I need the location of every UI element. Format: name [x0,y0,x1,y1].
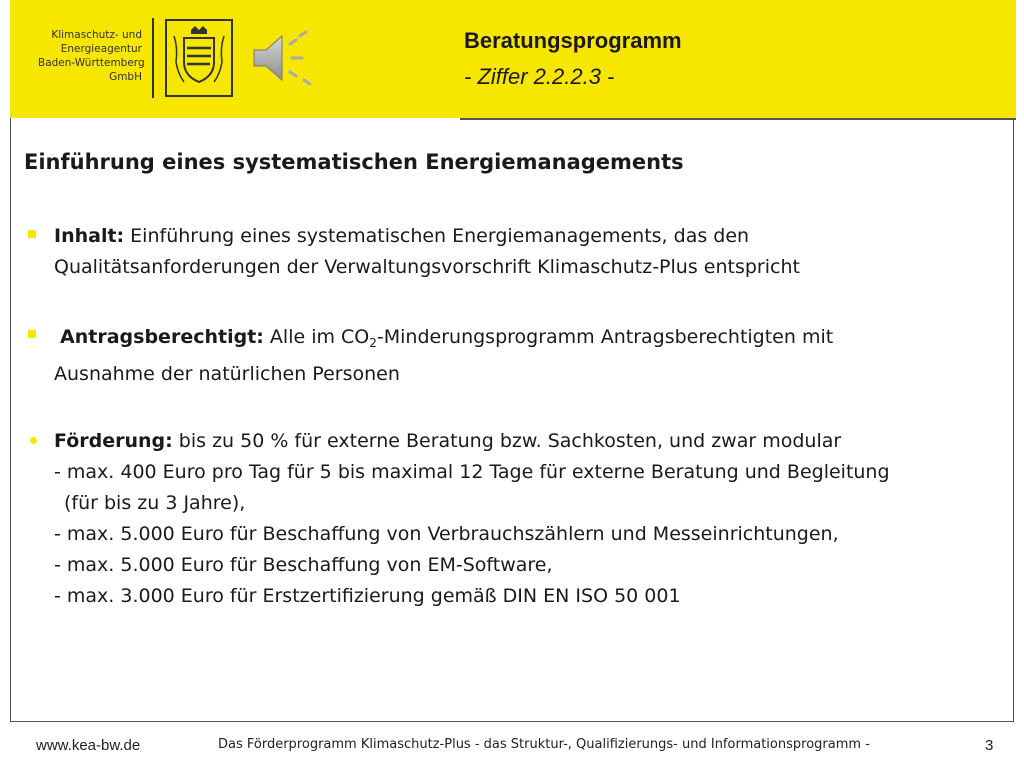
logo-line: Klimaschutz- und [51,29,142,41]
square-bullet-icon [28,330,36,338]
inhalt-text: Qualitätsanforderungen der Verwaltungsvorschrift Klimaschutz-Plus entspricht [54,256,800,278]
foerderung-item: - max. 3.000 Euro für Erstzertifizierung gemäß DIN EN ISO 50 001 [54,585,681,607]
foerderung-item: - max. 5.000 Euro für Beschaffung von Verbrauchszählern und Messeinrichtungen, [54,523,839,545]
foerderung-item: (für bis zu 3 Jahre), [64,492,246,514]
antrag-text: Ausnahme der natürlichen Personen [54,363,400,385]
inhalt-paragraph [54,221,800,283]
inhalt-text: Einführung eines systematischen Energiemanagements, das den [124,225,750,247]
antrag-text: Alle im CO [263,326,370,348]
antrag-label: Antragsberechtigt: [60,326,264,348]
foerderung-item: - max. 400 Euro pro Tag für 5 bis maximal 12 Tage für externe Beratung und Begleitung [54,461,890,483]
inhalt-label: Inhalt: [54,225,125,247]
header-band [10,0,1016,118]
content-frame [10,118,1014,722]
foerderung-label: Förderung: [54,430,173,452]
foerderung-text: bis zu 50 % für externe Beratung bzw. Sachkosten, und zwar modular [172,430,842,452]
section-heading: Einführung eines systematischen Energiemanagements [24,150,684,174]
foerderung-paragraph [54,426,890,612]
speaker-icon[interactable] [250,30,316,86]
slide-title: Beratungsprogramm [464,28,682,53]
square-bullet-icon [28,230,36,238]
antrag-text: -Minderungsprogramm Antragsberechtigten mit [376,326,834,348]
logo-line: Energieagentur [60,43,142,55]
dot-bullet-icon [30,437,37,444]
logo-line: Baden-Württemberg [38,57,145,69]
foerderung-item: - max. 5.000 Euro für Beschaffung von EM-Software, [54,554,553,576]
page-number: 3 [985,737,994,754]
coat-of-arms-icon [164,18,234,98]
slide-subtitle: - Ziffer 2.2.2.3 - [464,64,615,89]
kea-logo-text [38,28,145,84]
footer-caption: Das Förderprogramm Klimaschutz-Plus - das Struktur-, Qualifizierungs- und Informationsprogramm - [218,737,870,752]
content-top-rule [460,118,1016,120]
footer-url-link[interactable]: www.kea-bw.de [36,737,141,754]
antrag-paragraph [54,322,833,390]
co2-subscript: 2 [369,336,377,350]
logo-divider [152,18,154,98]
logo-line: GmbH [109,71,142,83]
